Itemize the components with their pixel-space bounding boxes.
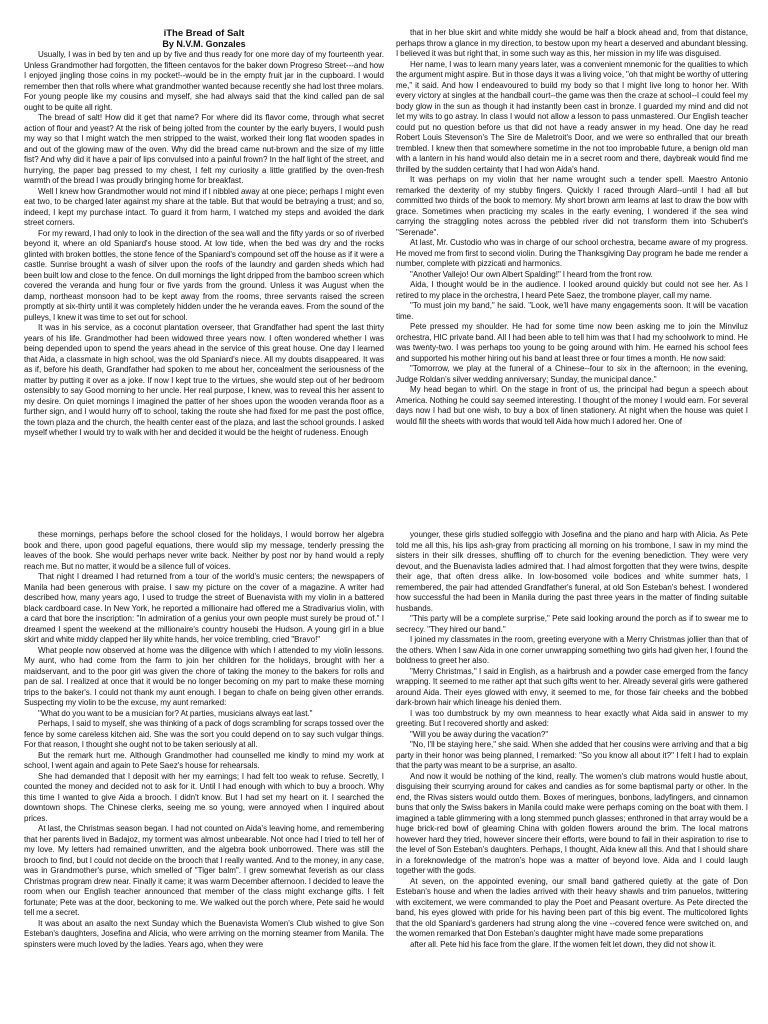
paragraph: "Another Vallejo! Our own Albert Spalding!" I heard from the front row. — [410, 269, 653, 279]
paragraph: It was about an asalto the next Sunday which the Buenavista Women's Club wished to give Son Esteban's daughters, Josefina and Alicia, who were arriving on the morning steamer from Manila. The spinsters were much loved by the ladies. Years ago, when they were — [24, 918, 384, 949]
page-bottom-right — [396, 530, 748, 1004]
paragraph: And now it would be nothing of the kind, really. The women's club matrons would hustle about, disguising their scurrying around for cakes and candies as for some baptismal party or other. In the end, the Rivas sisters would outdo them. Boxes of meringues, bonbons, ladyfingers, and cinnamon buns that only the Swiss bakers in Manila could make were perhaps coming on the boat with them. I imagined a table glimmering with a long stemmed punch glasses; enthroned in that array would be a huge brick-red bowl of gleaming China with golden flowers around the brim. The local matrons however hard they tried, however sincere their efforts, were bound to fail in their aspiration to rise to the level of Son Esteban's daughters. Perhaps, I thought, Aida knew all this. And that I should share in a foreknowledge of the matron's hope was a matter of beyond love. Aida and I could laugh together with the gods. — [396, 771, 748, 875]
paragraph: "This party will be a complete surprise," Pete said looking around the porch as if to swear me to secrecy. "They hired our band." — [396, 614, 748, 634]
page-bottom-left — [24, 530, 384, 1004]
paragraph: She had demanded that I deposit with her my earnings; I had felt too weak to refuse. Secretly, I counted the money and decided not to ask for it. Until I had enough with which to buy a brooch. Why this time I wanted to give Aida a brooch. I didn't know. But I had set my heart on it. I searched the downtown shops. The Chinese clerks, seeing me so young, were annoyed when I inquired about prices. — [24, 771, 384, 823]
paragraph: "To must join my band," he said. "Look, we'll have many engagements soon. It will be vacation time. — [396, 301, 748, 321]
paragraph: "Will you be away during the vacation?" — [410, 729, 549, 739]
paragraph: It was perhaps on my violin that her name wrought such a tender spell. Maestro Antonio remarked the dexterity of my stubby fingers. Quickly I raced through Alard--until I had all but committed two thirds of the book to memory. My short brown arm learns at last to draw the bow with grace. Sometimes when practicing my scales in the early evening, I wondered if the sea wind carrying the straggling notes across the pebbled river did not transform them into Schubert's "Serenade". — [396, 175, 748, 237]
paragraph: At seven, on the appointed evening, our small band gathered quietly at the gate of Don Esteban's house and when the ladies arrived with their heavy shawls and trim panuelos, twittering with excitement, we were commanded to play the Poet and Peasant overture. As Pete directed the band, his eyes glowed with pride for his having been part of this big event. The multicolored lights that the old Spaniard's gardeners had strung along the vine --covered fence were switched on, and the women remarked that Don Esteban's daughter might have made some preparations — [396, 876, 748, 938]
paragraph: Well I knew how Grandmother would not mind if I nibbled away at one piece; perhaps I might even eat two, to be charged later against my share at the table. But that would be betraying a trust; and so, indeed, I kept my purchase intact. To guard it from harm, I watched my steps and avoided the dark street corners. — [24, 186, 384, 227]
paragraph: Perhaps, I said to myself, she was thinking of a pack of dogs scrambling for scraps tossed over the fence by some careless kitchen aid. She was the sort you could depend on to say such vulgar things. For that reason, I thought she ought not to be taken seriously at all. — [24, 719, 384, 749]
paragraph: Aida, I thought would be in the audience. I looked around quickly but could not see her. As I retired to my place in the orchestra, I heard Pete Saez, the trombone player, call my name. — [396, 280, 748, 300]
paragraph: younger, these girls studied solfeggio with Josefina and the piano and harp with Alicia. As Pete told me all this, his lips ash-gray from practicing all morning on his trombone, I saw in my mind the sisters in their silk dresses, shuffling off to church for the evening benediction. They were very devout, and the Buenavista ladies admired that. I had almost forgotten that they were twins, despite their age, that often dress alike. In low-bosomed voile bodices and white summer hats, I remembered, the pair had attended Grandfather's funeral, at old Son Esteban's behest. I wondered how successful the had been in Manila during the past three years in the matter of finding suitable husbands. — [396, 530, 748, 613]
paragraph: "No, I'll be staying here," she said. When she added that her cousins were arriving and that a big party in their honor was being planned, I remarked: "So you know all about it?" I felt I had to explain that the party was meant to be a surprise, an asalto. — [396, 740, 748, 770]
paragraph: At last, the Christmas season began. I had not counted on Aida's leaving home, and remembering that her parents lived in Badajoz, my torment was almost unbearable. Not once had I tried to tell her of my love. My letters had remained unwritten, and the algebra book unborrowed. There was still the brooch to find, but I could not decide on the brooch that I really wanted. And to the money, in any case, was in Grandmother's purse, which smelled of "Tiger balm". I grew somewhat feverish as our class Christmas program drew near. Finally it came; it was warm December afternoon. I decided to leave the room when our English teacher announced that member of the class might exchange gifts. I felt fortunate; Pete was at the door, beckoning to me. We walked out the porch where, Pete said he would tell me a secret. — [24, 824, 384, 917]
paragraph: "Tomorrow, we play at the funeral of a Chinese--four to six in the afternoon; in the evening, Judge Roldan's silver wedding anniversary; Sunday, the municipal dance." — [396, 364, 748, 384]
paragraph: after all. Pete hid his face from the glare. If the women felt let down, they did not show it. — [410, 939, 717, 949]
paragraph: Pete pressed my shoulder. He had for some time now been asking me to join the Minviluz orchestra, HIC private band. All I had been able to tell him was that I had my schoolwork to mind. He was twenty-two. I was perhaps too young to be going around with him. He earned his school fees and supported his mother hiring out his band at least three or four times a month. He now said: — [396, 322, 748, 363]
page-top-left — [24, 28, 384, 502]
paragraph: I joined my classmates in the room, greeting everyone with a Merry Christmas jollier than that of the others. When I saw Aida in one corner unwrapping something two girls had given her, I found the boldness to greet her also. — [396, 635, 748, 665]
story-title: iThe Bread of Salt — [163, 28, 245, 39]
paragraph: For my reward, I had only to look in the direction of the sea wall and the fifty yards or so of riverbed beyond it, where an old Spaniard's house stood. At low tide, when the bed was dry and the rocks glinted with broken bottles, the stone fence of the Spaniard's compound set off the house as if it were a castle. Sunrise brought a wash of silver upon the roofs of the laundry and garden sheds which had been built low and close to the fence. On dull mornings the light dripped from the bamboo screen which covered the veranda and hung four or five yards from the ground. Unless it was August when the damp, northeast monsoon had to be kept away from the rooms, three servants raised the screen promptly at six-thirty until it was completely hidden under the he veranda eaves. From the sound of the pulleys, I knew it was time to set out for school. — [24, 228, 384, 322]
paragraph: "What do you want to be a musician for? At parties, musicians always eat last." — [38, 708, 313, 718]
paragraph: "Merry Christmas," I said in English, as a hairbrush and a powder case emerged from the fancy wrapping. It seemed to me rather apt that such gifts went to her. Already several girls were gathered around Aida. Their eyes glowed with envy, it seemed to me, for those fair cheeks and the bobbed dark-brown hair which lineage his denied them. — [396, 666, 748, 707]
page-body — [24, 50, 384, 439]
page-top-right — [396, 28, 748, 502]
page-body — [396, 530, 748, 950]
paragraph: I was too dumbstruck by my own meanness to hear exactly what Aida said in answer to my greeting. But I recovered shortly and asked: — [396, 708, 748, 728]
paragraph: Usually, I was in bed by ten and up by five and thus ready for one more day of my fourteenth year. Unless Grandmother had forgotten, the fifteen centavos for the baker down Progreso Street---and how I enjoyed jingling those coins in my pocket!--would be in the empty fruit jar in the cupboard. I would remember then that rolls where what grandmother wanted because recently she had lost three molars. For young people like my cousins and myself, she had always said that the kind called pan de sal ought to be quite all right. — [24, 50, 384, 112]
paragraph: What people now observed at home was the diligence with which I attended to my violin lessons. My aunt, who had come from the farm to join her children for the holidays, brought with her a maidservant, and to the poor girl was given the chore of taking the money to the bakers for rolls and pan de sal. I realized at once that it would be no longer becoming on my part to make these morning trips to the baker's. I could not thank my aunt enough. I began to chafe on being given other errands. Suspecting my violin to be the excuse, my aunt remarked: — [24, 645, 384, 707]
page-body — [24, 530, 384, 950]
paragraph: It was in his service, as a coconut plantation overseer, that Grandfather had spent the last thirty years of his life. Grandmother had been widowed three years now. I often wondered whether I was being depended upon to spend the years ahead in the service of this great house. One day I learned that Aida, a classmate in high school, was the old Spaniard's niece. All my doubts disappeared. It was as if, before his death, Grandfather had spoken to me about her, concealment the seriousness of the matter by putting it over as a joke. If now I kept true to the virtues, she would step out of her bedroom ostensibly to say Good morning to her uncle. Her real purpose, I knew, was to reveal this her assent to my desire. On quiet mornings I imagined the patter of her shoes upon the wooden veranda floor as a further sign, and I would hurry off to school, taking the route she had fixed for me past the post office, the town plaza and the church, the health center east of the plaza, and last the school grounds. I asked myself whether I would try to walk with her and decided it would be the height of rudeness. Enough — [24, 323, 384, 437]
page-body — [396, 28, 748, 427]
paragraph: Her name, I was to learn many years later, was a convenient mnemonic for the qualities to which the argument might aspire. But in those days it was a living voice, "oh that might be worthy of uttering me," it said. And how I endeavoured to build my body so that I might live long to honor her. With every victory at singles at the handball court--the game was then the craze at school--I could feel my body glow in the sun as though it had instantly been cast in bronze. I guarded my mind and did not let my wits to go astray. In class I would not allow a lesson to pass unmastered. Our English teacher could put no question before us that did not have a ready answer in my head. One day he read Robert Louis Stevenson's The Sire de Maletroit's Door, and we were so enthralled that our breath trembled. I knew then that somewhere sometime in the not too improbable future, a benign old man with a lantern in his hand would also detain me in a secret room and there, daybreak would find me thrilled by the sudden certainty that I had won Aida's hand. — [396, 59, 748, 174]
paragraph: My head began to whirl. On the stage in front of us, the principal had begun a speech about America. Nothing he could say seemed interesting. I thought of the money I would earn. For several days now I had but one wish, to buy a box of linen stationery. At night when the house was quiet I would fill the sheets with words that would tell Aida how much I adored her. One of — [396, 385, 748, 426]
paragraph: At last, Mr. Custodio who was in charge of our school orchestra, became aware of my progress. He moved me from first to second violin. During the Thanksgiving Day program he bade me render a number, complete with pizzicati and harmonics. — [396, 238, 748, 268]
story-author: By N.V.M. Gonzales — [162, 39, 246, 49]
paragraph: That night I dreamed I had returned from a tour of the world's music centers; the newspapers of Manila had been generous with praise. I saw my picture on the cover of a magazine. A writer had described how, many years ago, I used to trudge the street of Buenavista with my violin in a battered black cardboard case. In New York, he reported a millionaire had offered me a Stradivarius violin, with a card that bore the inscription: "In admiration of a genius your own people must surely be proud of." I dreamed I spent the weekend at the millionaire's country housebi the Hudson. A young girl in a blue skirt and white middy clapped her lily white hands, her voice trembling, cried "Bravo!" — [24, 572, 384, 644]
paragraph: But the remark hurt me. Although Grandmother had counselled me kindly to mind my work at school, I went again and again to Pete Saez's house for rehearsals. — [24, 750, 384, 770]
paragraph: these mornings, perhaps before the school closed for the holidays, I would borrow her algebra book and there, upon good pageful equations, there would slip my message, tenderly pressing the leaves of the book. She would perhaps never write back. Neither by post nor by hand would a reply reach me. But no matter, it would be a silence full of voices. — [24, 530, 384, 571]
paragraph: The bread of salt! How did it get that name? For where did its flavor come, through what secret action of flour and yeast? At the risk of being jolted from the counter by the early buyers, I would push my way so that I might watch the men stripped to the waist, worked their long flat wooden spades in and out of the glowing maw of the oven. Why did the bread came nut-brown and the size of my little fist? And why did it have a pair of lips convulsed into a painful frown? In the half light of the street, and hurrying, the paper bag pressed to my chest, I felt my curiosity a little gratified by the oven-fresh warmth of the bread I was proudly bringing home for breakfast. — [24, 113, 384, 185]
paragraph: that in her blue skirt and white middy she would be half a block ahead and, from that distance, perhaps throw a glance in my direction, to bestow upon my heart a deserved and abundant blessing. I believed it was but right that, in some such way as this, her mission in my life was disguised. — [396, 28, 748, 58]
